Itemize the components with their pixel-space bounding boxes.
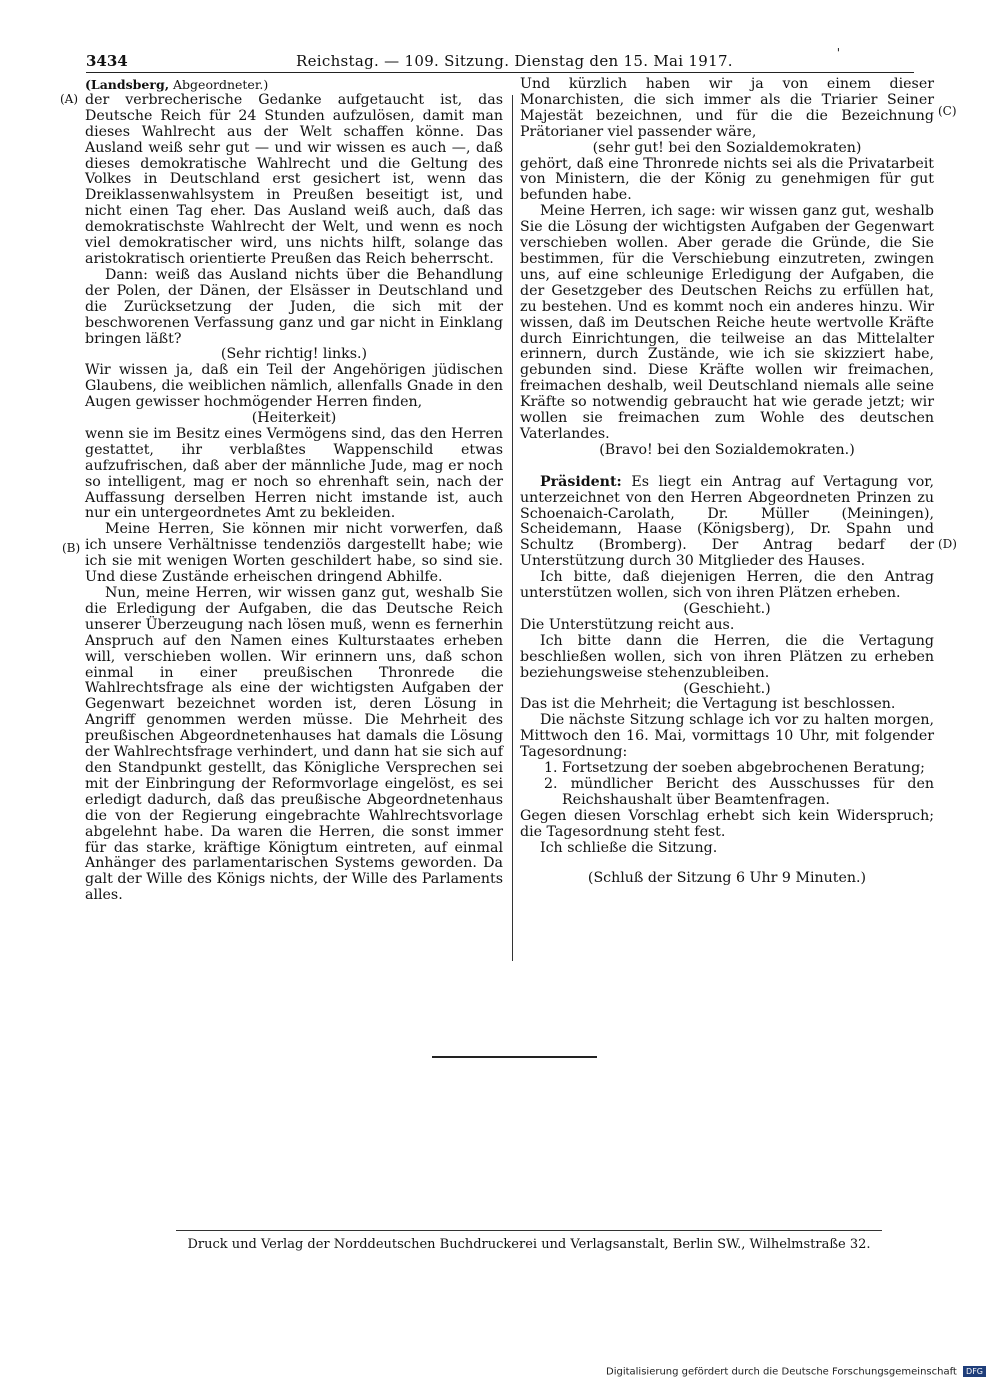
paragraph: Die nächste Sitzung schlage ich vor zu halten morgen, Mittwoch den 16. Mai, vormittags 10 Uhr, mit folgender Tagesordnung: [520,712,934,761]
interjection: (Heiterkeit) [251,410,337,427]
digitization-note [606,1366,986,1378]
margin-mark-a: (A) [60,92,79,106]
paragraph: Meine Herren, ich sage: wir wissen ganz gut, weshalb Sie die Lösung der wichtigsten Aufgaben der Gegenwart verschieben wollen. Aber gerade die Gründe, die Sie bestimmen, für die Verschiebung einzutreten, zwingen uns, auf eine schleunige Erledigung der Aufgaben, die der Gesetzgeber des Deutschen Reichs zu erfüllen hat, zu bestehen. Und es kommt noch ein anderes hinzu. Wir wissen, daß im Deutschen Reiche heute wertvolle Kräfte durch Einrichtungen, die teilweise an das Mittelalter erinnern, durch Zustände, wie ich sie skizziert habe, gebunden sind. Diese Kräfte wollen wir freimachen, freimachen deshalb, weil Deutschland niemals alle seine Kräfte so notwendig gebraucht hat wie gerade jetzt; wir wollen sie freimachen zum Wohle des deutschen Vaterlandes. [520,203,934,442]
agenda-item: 1. Fortsetzung der soeben abgebrochenen Beratung; [544,760,925,777]
column-divider [512,95,513,961]
agenda-list [520,761,934,809]
margin-mark-c: (C) [938,104,957,118]
interjection: (Bravo! bei den Sozialdemokraten.) [599,441,855,458]
paragraph: Dann: weiß das Ausland nichts über die Behandlung der Polen, der Dänen, der Elsässer in Deutschland und die Zurücksetzung der Juden, die sich mit der beschworenen Verfassung ganz und gar nicht in Einklang bringen läßt? [85,266,503,347]
paragraph: gehört, daß eine Thronrede nichts sei als die Privatarbeit von Ministern, die der König zu genehmigen für gut befunden habe. [520,155,934,204]
paragraph: Wir wissen ja, daß ein Teil der Angehörigen jüdischen Glaubens, die weiblichen nämlich, allenfalls Gnade in den Augen gewisser hochmögender Herren finden, [85,362,503,411]
margin-mark-d: (D) [938,537,957,551]
paragraph: Ich bitte dann die Herren, die die Vertagung beschließen wollen, sich von ihren Plätzen zu erheben beziehungsweise stehenzubleiben. [520,632,934,681]
speaker-role: Abgeordneter.) [173,77,269,92]
digitization-text: Digitalisierung gefördert durch die Deutsche Forschungsgemeinschaft [606,1366,957,1378]
right-column [520,77,934,886]
left-column [85,77,503,904]
paragraph: Ich bitte, daß diejenigen Herren, die den Antrag unterstützen wollen, sich von ihren Plätzen erheben. [520,569,934,602]
paragraph: Ich schließe die Sitzung. [540,839,718,856]
president-paragraph [520,475,934,570]
paragraph: Gegen diesen Vorschlag erhebt sich kein Widerspruch; die Tagesordnung steht fest. [520,807,934,840]
page-number: 3434 [86,52,128,70]
imprint: Druck und Verlag der Norddeutschen Buchdruckerei und Verlagsanstalt, Berlin SW., Wilhelmstraße 32. [187,1237,871,1252]
page-header [86,46,918,72]
procedural-note: (Geschieht.) [683,601,771,617]
paragraph: der verbrecherische Gedanke aufgetaucht ist, das Deutsche Reich für 24 Stunden aufzulösen, damit man dieses Wahlrecht aus der Welt schaffen könne. Das Ausland weiß sehr gut — und wir wissen es auch —, daß dieses demokratische Wahlrecht und die Geltung des Volkes in Deutschland erst gesichert ist, wenn das Dreiklassenwahlsystem in Preußen beseitigt ist, und nicht einen Tag eher. Das Ausland weiß auch, daß das demokratischste Wahlrecht der Welt, und wenn es noch viel demokratischer wird, uns nichts hilft, solange das aristokratisch orientierte Preußen das Reich beherrscht. [85,91,503,267]
session-closing: (Schluß der Sitzung 6 Uhr 9 Minuten.) [587,869,867,886]
footer-rule [176,1230,882,1231]
paragraph: Nun, meine Herren, wir wissen ganz gut, weshalb Sie die Erledigung der Aufgaben, die das Deutsche Reich unserer Überzeugung nach lösen muß, wenn es fernerhin Anspruch auf den Namen eines Kulturstaates erheben will, verschieben wollen. Wir erinnern uns, daß schon einmal in einer preußischen Thronrede die Wahlrechtsfrage als eine der wichtigsten Aufgaben der Gegenwart bezeichnet worden ist, deren Lösung in Angriff genommen werden müsse. Die Mehrheit des preußischen Abgeordnetenhauses hat damals die Lösung der Wahlrechtsfrage verhindert, und dann hat sie sich auf den Standpunkt gestellt, das Königliche Versprechen sei mit der Einbringung der Reformvorlage eingelöst, es sei erledigt dadurch, daß das preußische Abgeordnetenhaus die von der Regierung eingebrachte Wahlrechtsvorlage abgelehnt habe. Da waren die Herren, die sonst immer für das starke, kräftige Königtum eintreten, auf einmal Anhänger des parlamentarischen Systems geworden. Da galt der Wille des Königs nichts, der Wille des Parlaments alles. [85,585,503,904]
paragraph: Meine Herren, Sie können mir nicht vorwerfen, daß ich unsere Verhältnisse tendenziös dargestellt habe; wie ich sie mit wenigen Worten geschildert habe, so sind sie. Und diese Zustände erheischen dringend Abhilfe. [85,521,503,586]
header-mark: ' [836,46,840,60]
paragraph-text: Es liegt ein Antrag auf Vertagung vor, unterzeichnet von den Herren Abgeordneten Prinzen zu Schoenaich-Carolath, Dr. Müller (Meiningen), Scheidemann, Haase (Königsberg), Dr. Spahn und Schultz (Bromberg). Der Antrag bedarf der Unterstützung durch 30 Mitglieder des Hauses. [520,473,934,570]
paragraph: Und kürzlich haben wir ja von einem dieser Monarchisten, die sich immer als die Triarier Seiner Majestät bezeichnen, und für die die Bezeichnung Prätorianer viel passender wäre, [520,76,934,140]
margin-mark-b: (B) [62,541,81,555]
spacer [520,459,934,475]
dfg-logo-icon: DFG [963,1366,986,1377]
interjection: (sehr gut! bei den Sozialdemokraten) [592,139,862,156]
interjection: (Sehr richtig! links.) [220,346,368,363]
paragraph: wenn sie im Besitz eines Vermögens sind, das den Herren gestattet, ihr verblaßtes Wappenschild etwas aufzufrischen, daß aber der männliche Jude, mag er noch so intelligent, mag er noch so ehrenhaft sein, nach der Auffassung derselben Herren nicht imstande ist, auch nur ein untergeordnetes Amt zu bekleiden. [85,425,503,522]
paragraph: Die Unterstützung reicht aus. [520,616,735,633]
agenda-item: 2. mündlicher Bericht des Ausschusses für den Reichshaushalt über Beamtenfragen. [544,775,934,808]
procedural-note: (Geschieht.) [683,680,771,697]
president-label: Präsident: [540,473,622,490]
paragraph: Das ist die Mehrheit; die Vertagung ist beschlossen. [520,696,896,713]
header-rule [86,72,914,73]
speaker-name: (Landsberg, [85,77,170,92]
running-title: Reichstag. — 109. Sitzung. Dienstag den 15. Mai 1917. [296,52,733,70]
end-rule [432,1056,597,1058]
speaker-heading [85,77,503,93]
